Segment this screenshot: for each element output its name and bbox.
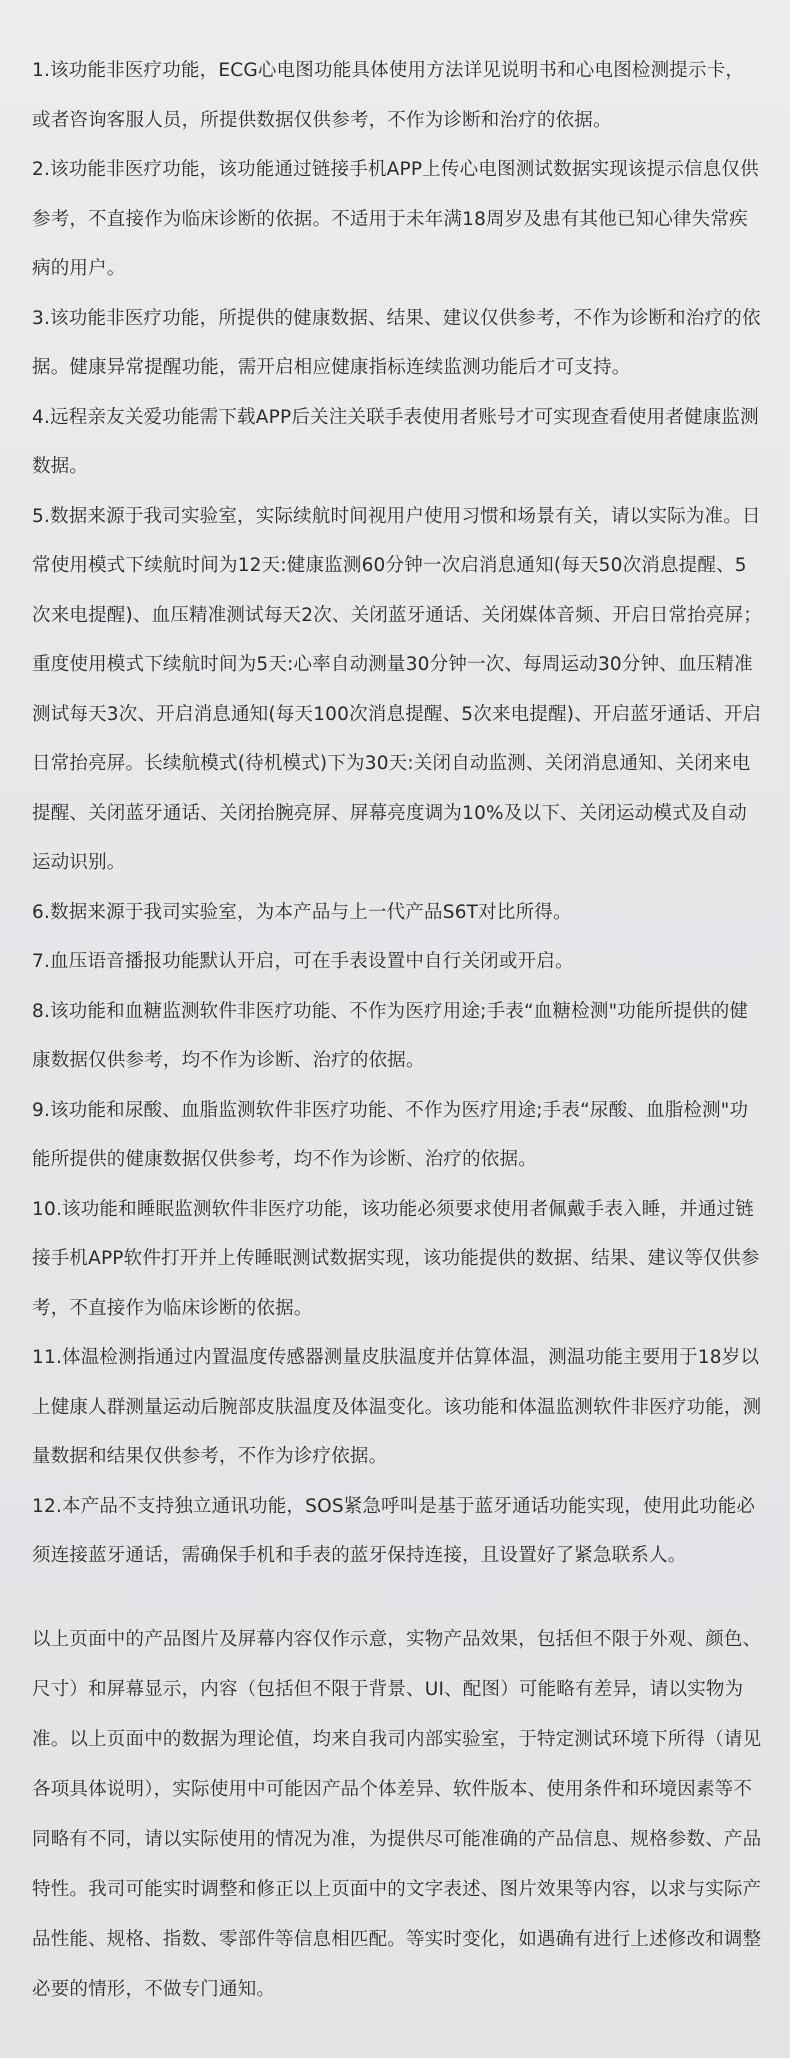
note-voice-broadcast: 7.血压语音播报功能默认开启，可在手表设置中自行关闭或开启。 [32,951,574,972]
note-temperature: 11.体温检测指通过内置温度传感器测量皮肤温度并估算体温，测温功能主要用于18岁以上健康人群测量运动后腕部皮肤温度及体温变化。该功能和体温监测软件非医疗功能，测量数据和结果仅供参考，不作为诊疗依据。 [32,1347,762,1467]
note-health-data: 3.该功能非医疗功能，所提供的健康数据、结果、建议仅供参考，不作为诊断和治疗的依据。健康异常提醒功能，需开启相应健康指标连续监测功能后才可支持。 [32,307,761,378]
disclaimer-paragraph: 以上页面中的产品图片及屏幕内容仅作示意，实物产品效果，包括但不限于外观、颜色、尺寸）和屏幕显示，内容（包括但不限于背景、UI、配图）可能略有差异，请以实物为准。以上页面中的数据为理论值，均来自我司内部实验室，于特定测试环境下所得（请见各项具体说明），实际使用中可能因产品个体差异、软件版本、使用条件和环境因素等不同略有不同，请以实际使用的情况为准，为提供尽可能准确的产品信息、规格参数、产品特性。我司可能实时调整和修正以上页面中的文字表述、图片效果等内容，以求与实际产品性能、规格、指数、零部件等信息相匹配。等实时变化，如遇确有进行上述修改和调整必要的情形，不做专门通知。 [32,1628,762,2000]
note-ecg: 1.该功能非医疗功能，ECG心电图功能具体使用方法详见说明书和心电图检测提示卡，或者咨询客服人员，所提供数据仅供参考，不作为诊断和治疗的依据。 [32,60,745,131]
note-ecg-app: 2.该功能非医疗功能，该功能通过链接手机APP上传心电图测试数据实现该提示信息仅供参考，不直接作为临床诊断的依据。不适用于未年满18周岁及患有其他已知心律失常疾病的用户。 [32,159,759,279]
note-family-care: 4.远程亲友关爱功能需下载APP后关注关联手表使用者账号才可实现查看使用者健康监测数据。 [32,406,759,477]
note-uric-acid-lipid: 9.该功能和尿酸、血脂监测软件非医疗功能、不作为医疗用途;手表“尿酸、血脂检测"功能所提供的健康数据仅供参考，均不作为诊断、治疗的依据。 [32,1099,749,1170]
notes-page [32,46,762,2015]
note-blood-glucose: 8.该功能和血糖监测软件非医疗功能、不作为医疗用途;手表“血糖检测"功能所提供的健康数据仅供参考，均不作为诊断、治疗的依据。 [32,1000,749,1071]
note-battery-life: 5.数据来源于我司实验室，实际续航时间视用户使用习惯和场景有关，请以实际为准。日常使用模式下续航时间为12天:健康监测60分钟一次启消息通知(每天50次消息提醒、5次来电提醒)、血压精准测试每天2次、关闭蓝牙通话、关闭媒体音频、开启日常抬亮屏；重度使用模式下续航时间为5天:心率自动测量30分钟一次、每周运动30分钟、血压精准测试每天3次、开启消息通知(每天100次消息提醒、5次来电提醒)、开启蓝牙通话、开启日常抬亮屏。长续航模式(待机模式)下为30天:关闭自动监测、关闭消息通知、关闭来电提醒、关闭蓝牙通话、关闭抬腕亮屏、屏幕亮度调为10%及以下、关闭运动模式及自动运动识别。 [32,505,762,873]
note-lab-comparison: 6.数据来源于我司实验室，为本产品与上一代产品S6T对比所得。 [32,901,572,923]
note-sleep: 10.该功能和睡眠监测软件非医疗功能，该功能必须要求使用者佩戴手表入睡，并通过链接手机APP软件打开并上传睡眠测试数据实现，该功能提供的数据、结果、建议等仅供参考，不直接作为临床诊断的依据。 [32,1198,760,1319]
note-sos: 12.本产品不支持独立通讯功能，SOS紧急呼叫是基于蓝牙通话功能实现，使用此功能必须连接蓝牙通话，需确保手机和手表的蓝牙保持连接，且设置好了紧急联系人。 [32,1495,756,1566]
